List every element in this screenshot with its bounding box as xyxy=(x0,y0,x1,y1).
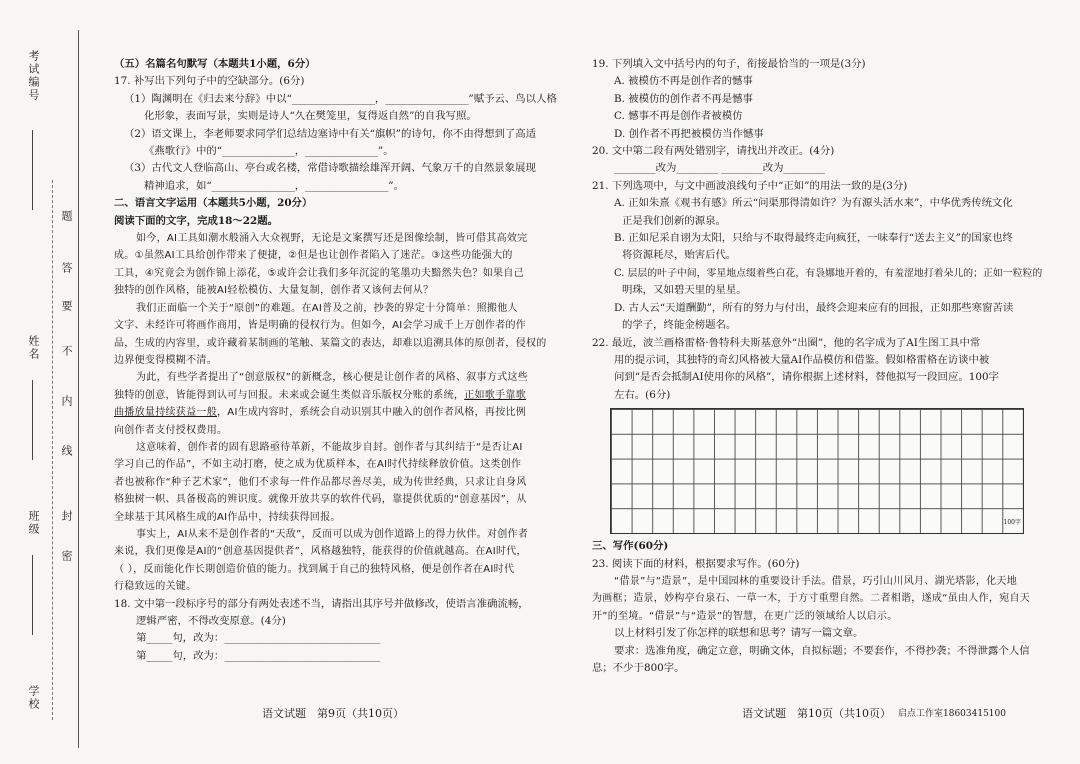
studio-watermark: 启点工作室18603415100 xyxy=(898,709,1006,719)
q21-option-c: C. 层层的叶子中间，零星地点缀着些白花，有袅娜地开着的，有羞涩地打着朵儿的；正如一粒粒的 xyxy=(614,267,1043,279)
margin-divider xyxy=(78,30,79,748)
passage-line: 为此，有些学者提出了“创意版权”的新概念，核心便是让创作者的风格、叙事方式这些 xyxy=(136,372,529,384)
question-22-cont: 左右。(6分) xyxy=(614,388,671,401)
question-17: 17. 补写出下列句子中的空缺部分。(6分) xyxy=(114,75,305,88)
writing-requirements-cont: 息；不少于800字。 xyxy=(592,661,685,674)
exam-number-line xyxy=(32,130,33,210)
q21-option-a-cont: 正是我们创新的源泉。 xyxy=(622,214,726,227)
page-10-column xyxy=(592,56,1043,677)
page-10-footer: 语文试题 第10页（共10页） xyxy=(742,707,891,720)
wavy-underlined-text: 曲播放量持续获益一般 xyxy=(114,407,217,419)
exam-number-label: 考试编号 xyxy=(27,50,40,102)
writing-requirements: 要求：选准角度，确定立意，明确文体，自拟标题；不要套作，不得抄袭；不得泄露个人信 xyxy=(614,644,1030,657)
material-line: 开”的至境。“借景”与“造景”的智慧，在更广泛的领域给人以启示。 xyxy=(592,610,898,622)
page-9-column xyxy=(114,56,562,665)
passage-line: 向创作者支付授权费用。 xyxy=(114,424,228,436)
seal-dashed-line xyxy=(52,180,53,720)
q21-option-b-cont: 将资源耗尽，贻害后代。 xyxy=(622,249,737,262)
q19-option-a: A. 被模仿不再是创作者的憾事 xyxy=(614,75,753,88)
reading-passage xyxy=(114,230,562,596)
q19-option-d: D. 创作者不再把被模仿当作憾事 xyxy=(614,127,764,140)
seal-word: 封 xyxy=(60,510,73,523)
passage-line: 如今，AI工具如潮水般涌入大众视野，无论是文案撰写还是图像绘制，皆可借其高效完 xyxy=(136,233,528,245)
q19-option-c: C. 憾事不再是创作者被模仿 xyxy=(614,110,743,123)
name-label: 姓名 xyxy=(27,335,40,361)
passage-line: 这意味着，创作者的固有思路亟待革新，不能故步自封。创作者与其纠结于“是否让AI xyxy=(136,441,523,453)
passage-line: 来说，我们更像是AI的“创意基因提供者”，风格越独特，能获得的价值就越高。在AI时代， xyxy=(114,546,527,558)
material-line: “借景”与“造景”，是中国园林的重要设计手法。借景，巧引山川风月、湖光塔影，化天地 xyxy=(614,575,1018,587)
passage-line: 全球基于其风格生成的AI作品中，持续获得回报。 xyxy=(114,511,341,523)
q18-answer-line-1[interactable]: 第_____句，改为：______________________________ xyxy=(136,632,381,645)
q19-option-b: B. 被模仿的创作者不再是憾事 xyxy=(614,92,753,105)
q17-item-2: （2）语文课上，李老师要求同学们总结边塞诗中有关“旗帜”的诗句，你不由得想到了高适 xyxy=(124,127,537,140)
grid-word-count-label: 100字 xyxy=(1004,514,1021,531)
q17-item-1: （1）陶渊明在《归去来兮辞》中以“________________，________________”赋予云、鸟以人格 xyxy=(124,92,557,105)
passage-line: 我们正面临一个关于“原创”的难题。在AI普及之前，抄袭的界定十分简单：照搬他人 xyxy=(136,302,518,314)
passage-line: 边界便变得模糊不清。 xyxy=(114,354,217,366)
question-18-cont: 逻辑严密，不得改变原意。(4分) xyxy=(136,615,286,627)
q17-item-2-cont: 《燕歌行》中的“______________，______________”。 xyxy=(144,145,394,158)
question-19: 19. 下列填入文中括号内的句子，衔接最恰当的一项是(3分) xyxy=(592,58,866,70)
passage-line: 事实上，AI从来不是创作者的“天敌”，反而可以成为创作道路上的得力伙伴。对创作者 xyxy=(136,528,529,540)
section-2-title: 二、语言文字运用（本题共5小题，20分） xyxy=(114,197,313,210)
passage-line xyxy=(114,404,562,421)
passage-line: 文字、未经许可将画作商用，皆是明确的侵权行为。但如今，AI会学习成千上万创作者的作 xyxy=(114,320,527,332)
seal-word: 要 xyxy=(60,300,73,313)
name-line xyxy=(32,380,33,460)
school-label: 学校 xyxy=(27,685,40,711)
seal-word: 内 xyxy=(60,395,73,408)
passage-text: ，AI生成内容时，系统会自动识别其中融入的创作者风格，再按比例 xyxy=(217,407,527,419)
question-22-cont: 问到“是否会抵制AI使用你的风格”，请你根据上述材料，替他拟写一段回应。100字 xyxy=(614,371,999,384)
passage-line: （ ），反而能化作长期创造价值的能力。找到属于自己的独特风格，便是创作者在AI时代 xyxy=(114,563,515,575)
question-18: 18. 文中第一段标序号的部分有两处表述不当，请指出其序号并做修改，使语言准确流畅， xyxy=(114,597,529,610)
passage-line: 独特的创作风格，能被AI轻松模仿、大量复制，创作者又该何去何从？ xyxy=(114,285,434,297)
passage-line: 格独树一帜、具备极高的辨识度。就像开放共享的软件代码，靠提供优质的“创意基因”，从 xyxy=(114,494,527,506)
wavy-underlined-text: 正如歌手靠歌 xyxy=(464,389,527,401)
q17-item-1-cont: 化形象，表面写景，实则是诗人“久在樊笼里，复得返自然”的自我写照。 xyxy=(144,110,477,123)
seal-word: 不 xyxy=(60,345,73,358)
q21-option-b: B. 正如尼采自诩为太阳，只给与不取得最终走向疯狂，一味奉行“送去主义”的国家也终 xyxy=(614,232,1013,245)
q17-item-3-cont: 精神追求，如“________________，________________”。 xyxy=(144,179,404,192)
section-5-title: （五）名篇名句默写（本题共1小题，6分） xyxy=(114,58,316,70)
writing-material xyxy=(592,573,1032,625)
writing-prompt: 以上材料引发了你怎样的联想和思考？请写一篇文章。 xyxy=(614,627,864,640)
class-line xyxy=(32,555,33,635)
seal-word: 线 xyxy=(60,445,73,458)
passage-line: 行稳致远的关键。 xyxy=(114,581,197,593)
question-20: 20. 文中第二段有两处错别字，请找出并改正。(4分) xyxy=(592,145,835,158)
seal-word: 密 xyxy=(60,550,73,563)
q21-option-d: D. 古人云“天道酬勤”，所有的努力与付出，最终会迎来应有的回报，正如那些寒窗苦读 xyxy=(614,301,1014,314)
reading-instruction: 阅读下面的文字，完成18～22题。 xyxy=(114,214,278,227)
seal-word: 答 xyxy=(60,262,73,275)
page-9-footer: 语文试题 第9页（共10页） xyxy=(262,707,404,720)
binding-margin xyxy=(0,0,80,764)
passage-line: 学习自己的作品”，不如主动打磨，使之成为优质样本，在AI时代持续释放价值。这类创作 xyxy=(114,459,522,471)
passage-line: 工具，④究竟会为创作锦上添花，⑤或许会让我们多年沉淀的笔墨功夫黯然失色？如果自己 xyxy=(114,267,524,279)
question-22: 22. 最近，波兰画格雷格·鲁特科夫斯基意外“出圈”，他的名字成为了AI生图工具中常 xyxy=(592,336,981,349)
q17-item-3: （3）古代文人登临高山、亭台或名楼，常借诗歌描绘雄浑开阔、气象万千的自然景象展现 xyxy=(124,162,536,175)
q20-answer-line[interactable]: ________改为________ ________改为________ xyxy=(614,162,826,175)
q18-answer-line-2[interactable]: 第_____句，改为：______________________________ xyxy=(136,649,381,662)
seal-word: 题 xyxy=(60,210,73,223)
answer-grid[interactable] xyxy=(610,408,1024,534)
passage-line: 品，生成的内容里，或许藏着某制画的笔触、某篇文的表达，却难以追溯具体的原创者，侵权的 xyxy=(114,337,547,349)
q21-option-c-cont: 明珠，又如碧天里的星星。 xyxy=(622,284,747,297)
passage-line: 者也被称作“种子艺术家”，他们不求每一件作品都尽善尽美，成为传世经典，只求让自身风 xyxy=(114,476,527,488)
q21-option-d-cont: 的学子，终能金榜题名。 xyxy=(622,319,737,332)
passage-line xyxy=(114,387,562,404)
material-line: 为画框；造景，妙构亭台泉石、一草一木，于方寸重塑自然。二者相谐，遂成“虽由人作，宛自天 xyxy=(592,593,1031,605)
section-3-title: 三、写作(60分) xyxy=(592,540,669,553)
passage-line: 成。①虽然AI工具给创作带来了便捷，②但是也让创作者陷入了迷茫。③这些功能强大的 xyxy=(114,250,513,262)
question-23: 23. 阅读下面的材料，根据要求写作。(60分) xyxy=(592,557,800,570)
question-22-cont: 用的提示词，其独特的奇幻风格被大量AI作品模仿和借鉴。假如格雷格在访谈中被 xyxy=(614,353,990,366)
passage-text: 独特的创意，皆能得到认可与回报。未来或会诞生类似音乐版权分账的系统， xyxy=(114,389,465,401)
q21-option-a: A. 正如朱熹《观书有感》所云“问渠那得清如许？为有源头活水来”，中华优秀传统文化 xyxy=(614,197,1013,210)
question-21: 21. 下列选项中，与文中画波浪线句子中“正如”的用法一致的是(3分) xyxy=(592,179,908,192)
class-label: 班级 xyxy=(27,510,40,536)
